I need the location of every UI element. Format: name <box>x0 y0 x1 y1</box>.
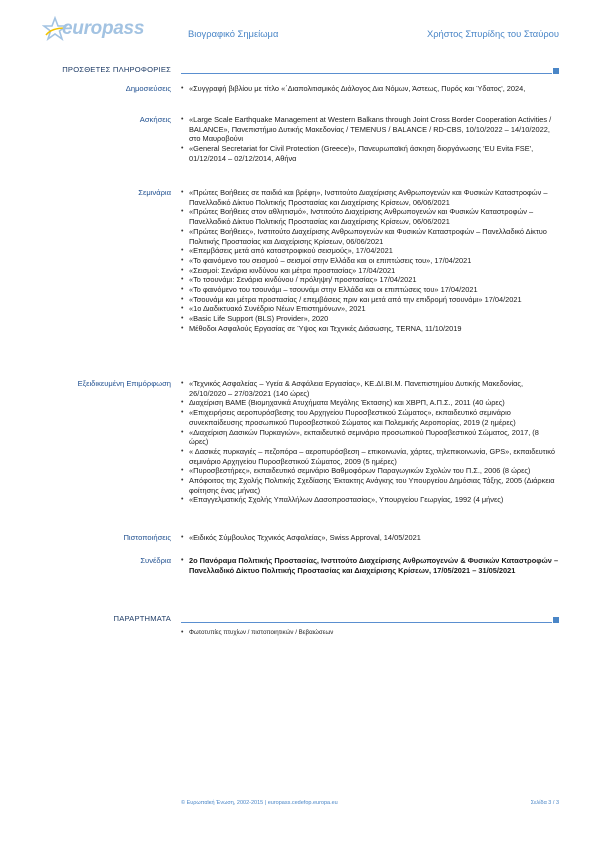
row-label: Ασκήσεις <box>139 115 171 124</box>
section-divider <box>181 73 552 74</box>
list-item: • «Πρώτες Βοήθειες σε παιδιά και βρέφη», Ινστιτούτο Διαχείρισης Ανθρωπογενών και Φυσικών Καταστροφών – Πανελλαδικό Δίκτυο Πολιτικής Προστασίας και Διαχείρισης Κρίσεων, 06/06/2021 <box>181 188 559 207</box>
row-content <box>181 188 559 334</box>
section-title: ΠΡΟΣΘΕΤΕΣ ΠΛΗΡΟΦΟΡΙΕΣ <box>62 65 171 74</box>
row-content <box>181 379 559 505</box>
list-item: • «Πρώτες Βοήθειες», Ινστιτούτο Διαχείρισης Ανθρωπογενών και Φυσικών Καταστροφών – Πανελλαδικό Δίκτυο Πολιτικής Προστασίας και Διαχείρισης Κρίσεων, 06/06/2021 <box>181 227 559 246</box>
section-additional-info <box>0 65 595 79</box>
person-name: Χρήστος Σπυρίδης του Σταύρου <box>426 28 559 39</box>
list-item: • «Large Scale Earthquake Management at Western Balkans through Joint Cross Border Cooperation Activities / BALANCE», Πανεπιστήμιο Δυτικής Μακεδονίας / TEMENUS / BALANCE / RD-CBS, 10/10/2022 – 14/10/2022, στο Μαυροβούνι <box>181 115 559 144</box>
logo-text: europass <box>62 18 145 39</box>
section-marker <box>553 617 559 623</box>
section-title: ΠΑΡΑΡΤΗΜΑΤΑ <box>113 614 171 623</box>
row-content <box>181 556 559 575</box>
list-item: • «Τσουνάμι και μέτρα προστασίας / επεμβάσεις πριν και μετά από την επιδρομή τσουνάμι» 17/04/2021 <box>181 295 559 305</box>
row-content <box>181 115 559 164</box>
list-item: • «Ειδικός Σύμβουλος Τεχνικός Ασφαλείας», Swiss Approval, 14/05/2021 <box>181 533 559 543</box>
list-item: • «1ο Διαδικτυακό Συνέδριο Νέων Επιστημόνων», 2021 <box>181 304 559 314</box>
row-label: Εξειδικευμένη Επιμόρφωση <box>77 379 171 388</box>
list-item: • «Επαγγελματικής Σχολής Υπαλλήλων Δασοπροστασίας», Υπουργείου Γεωργίας, 1992 (4 μήνες) <box>181 495 559 505</box>
list-item: • Απόφοιτος της Σχολής Πολιτικής Σχεδίασης Έκτακτης Ανάγκης του Υπουργείου Δημόσιας Τάξης, 2005 (Διάρκεια φοίτησης ένας μήνας) <box>181 476 559 495</box>
list-item: • Διαχείριση ΒΑΜΕ (Βιομηχανικά Ατυχήματα Μεγάλης Έκτασης) και ΧΒΡΠ, Α.Π.Σ., 2011 (40 ώρες) <box>181 398 559 408</box>
list-item: • «Τεχνικός Ασφαλείας – Υγεία & Ασφάλεια Εργασίας», ΚΕ.ΔΙ.ΒΙ.Μ. Πανεπιστημίου Δυτικής Μακεδονίας, 26/10/2020 – 27/03/2021 (140 ώρες) <box>181 379 559 398</box>
document-title: Βιογραφικό Σημείωμα <box>188 28 279 39</box>
europass-logo <box>42 14 152 44</box>
row-content <box>181 533 559 543</box>
list-item: • 2ο Πανόραμα Πολιτικής Προστασίας, Ινστιτούτο Διαχείρισης Ανθρωπογενών & Φυσικών Καταστροφών – Πανελλαδικό Δίκτυο Πολιτικής Προστασίας και Διαχείρισης Κρίσεων, 17/05/2021 – 31/05/2021 <box>181 556 559 575</box>
section-divider <box>181 622 552 623</box>
list-item: • Φωτοτυπίες πτυχίων / πιστοποιητικών / Βεβαιώσεων <box>181 628 559 637</box>
list-item: • «Σεισμοί: Σενάρια κινδύνου και μέτρα προστασίας» 17/04/2021 <box>181 266 559 276</box>
row-label: Δημοσιεύσεις <box>125 84 171 93</box>
list-item: • «General Secretariat for Civil Protection (Greece)», Πανευρωπαϊκή άσκηση διοργάνωσης 'EU Evita FSE', 01/12/2014 – 02/12/2014, Αθήνα <box>181 144 559 163</box>
section-marker <box>553 68 559 74</box>
row-label: Πιστοποιήσεις <box>123 533 171 542</box>
list-item: • «Επιχειρήσεις αεροπυρόσβεσης του Αρχηγείου Πυροσβεστικού Σώματος», εκπαιδευτικό σεμινάριο συνεκπαίδευσης προσωπικού Πυροσβεστικού Σώματος και Πολεμικής Αεροπορίας, 2019 (2 ημέρες) <box>181 408 559 427</box>
row-label: Σεμινάρια <box>138 188 171 197</box>
list-item: • « Δασικές πυρκαγιές – πεζοπόρα – αεροπυρόσβεση – επικοινωνία, χάρτες, τηλεπικοινωνία, GPS», εκπαιδευτικό σεμινάριο Αρχηγείου Πυροσβεστικού Σώματος, 2009 (5 ημέρες) <box>181 447 559 466</box>
list-item: • «Το τσουνάμι: Σενάρια κινδύνου / πρόληψη/ προστασίας» 17/04/2021 <box>181 275 559 285</box>
list-item: • «Πυροσβεστήρες», εκπαιδευτικό σεμινάριο Βαθμοφόρων Παραγωγικών Σχολών του Π.Σ., 2006 (8 ώρες) <box>181 466 559 476</box>
list-item: • «Διαχείριση Δασικών Πυρκαγιών», εκπαιδευτικό σεμινάριο προσωπικού Πυροσβεστικού Σώματος, 2017, (8 ώρες) <box>181 428 559 447</box>
list-item: • Μέθοδοι Ασφαλούς Εργασίας σε Ύψος και Τεχνικές Διάσωσης, TERNA, 11/10/2019 <box>181 324 559 334</box>
page-number: Σελίδα 3 / 3 <box>530 800 559 806</box>
list-item: • «Το φαινόμενο του σεισμού – σεισμοί στην Ελλάδα και οι επιπτώσεις του», 17/04/2021 <box>181 256 559 266</box>
list-item: • «Basic Life Support (BLS) Provider», 2020 <box>181 314 559 324</box>
page-header <box>0 0 595 60</box>
list-item: • «Συγγραφή βιβλίου με τίτλο «΄Διαπολιτισμικός Διάλογος Δια Νόμων, Άστεως, Πυρός και Ύδατος', 2024, <box>181 84 559 94</box>
row-content <box>181 628 559 637</box>
page-footer <box>0 800 595 812</box>
row-content <box>181 84 559 94</box>
section-appendices <box>0 614 595 628</box>
list-item: • «Το φαινόμενο του τσουνάμι – τσουνάμι στην Ελλάδα και οι επιπτώσεις του» 17/04/2021 <box>181 285 559 295</box>
list-item: • «Πρώτες Βοήθειες στον αθλητισμό», Ινστιτούτο Διαχείρισης Ανθρωπογενών και Φυσικών Καταστροφών – Πανελλαδικό Δίκτυο Πολιτικής Προστασίας και Διαχείρισης Κρίσεων, 06/06/2021 <box>181 207 559 226</box>
list-item: • «Επεμβάσεις μετά από καταστροφικού σεισμούς», 17/04/2021 <box>181 246 559 256</box>
footer-copyright: © Ευρωπαϊκή Ένωση, 2002-2015 | europass.cedefop.europa.eu <box>181 800 338 806</box>
row-label: Συνέδρια <box>140 556 171 565</box>
